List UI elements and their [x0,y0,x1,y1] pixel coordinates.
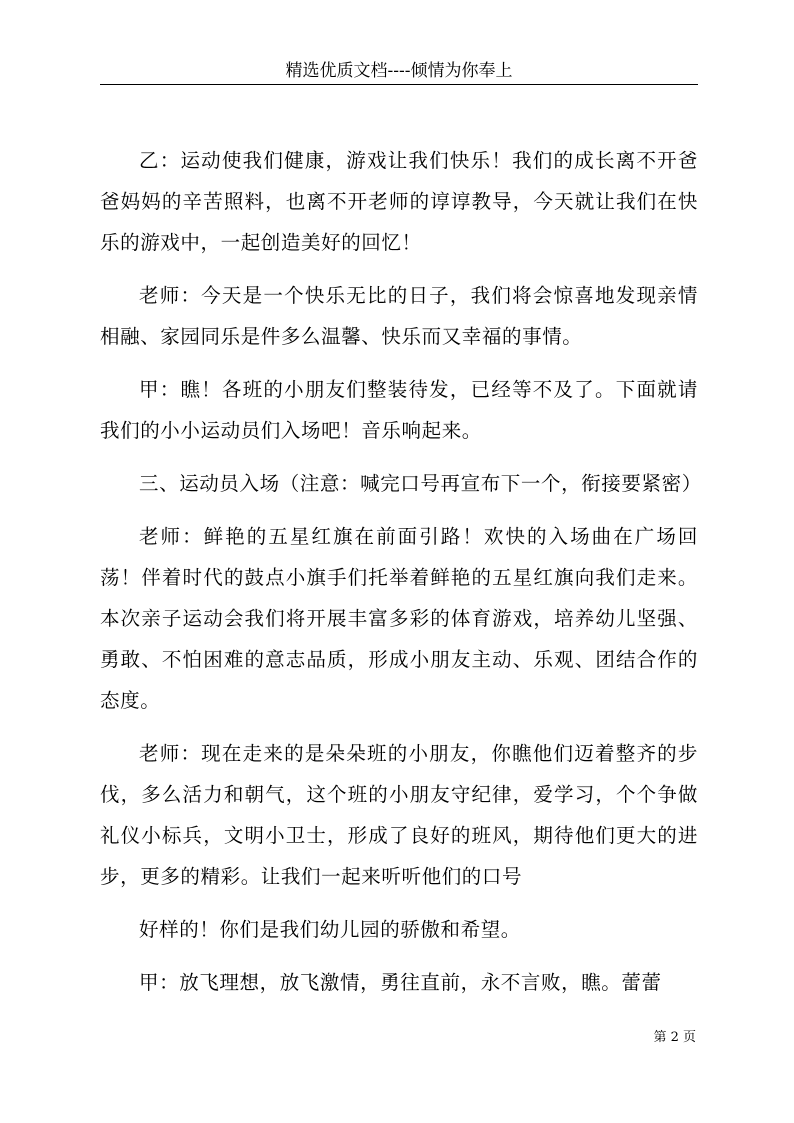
paragraph: 乙：运动使我们健康，游戏让我们快乐！我们的成长离不开爸爸妈妈的辛苦照料，也离不开老师的谆谆教导，今天就让我们在快乐的游戏中，一起创造美好的回忆！ [100,149,698,254]
paragraph: 老师：现在走来的是朵朵班的小朋友，你瞧他们迈着整齐的步伐，多么活力和朝气，这个班的小朋友守纪律，爱学习，个个争做礼仪小标兵，文明小卫士，形成了良好的班风，期待他们更大的进步，更多的精彩。让我们一起来听听他们的口号 [100,742,698,888]
document-body [100,140,702,1015]
header-divider [100,84,698,85]
paragraph: 老师：鲜艳的五星红旗在前面引路！欢快的入场曲在广场回荡！伴着时代的鼓点小旗手们托举着鲜艳的五星红旗向我们走来。本次亲子运动会我们将开展丰富多彩的体育游戏，培养幼儿坚强、勇敢、不怕困难的意志品质，形成小朋友主动、乐观、团结合作的态度。 [100,525,698,712]
paragraph: 老师：今天是一个快乐无比的日子，我们将会惊喜地发现亲情相融、家园同乐是件多么温馨、快乐而又幸福的事情。 [100,284,698,348]
paragraph: 甲：放飞理想，放飞激情，勇往直前，永不言败，瞧。蕾蕾 [139,971,662,994]
paragraph: 好样的！你们是我们幼儿园的骄傲和希望。 [139,918,521,941]
paragraph: 甲：瞧！各班的小朋友们整装待发，已经等不及了。下面就请我们的小小运动员们入场吧！音乐响起来。 [100,378,698,442]
page-header-title: 精选优质文档----倾情为你奉上 [285,61,513,81]
page-number: 第 2 页 [653,1030,696,1045]
section-heading: 三、运动员入场（注意：喊完口号再宣布下一个，衔接要紧密） [139,472,702,495]
